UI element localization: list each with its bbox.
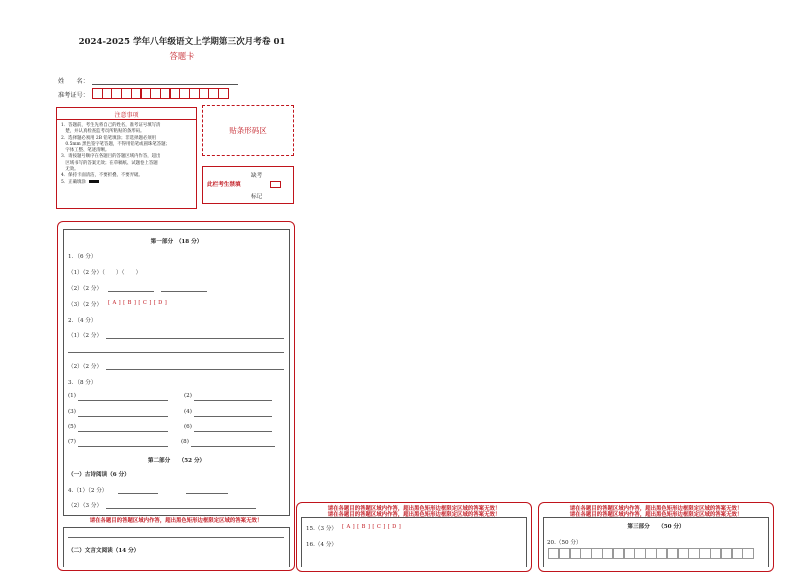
warning-banner: 请在各题目的答题区域内作答，超出黑色矩形边框限定区域的答案无效！ bbox=[89, 518, 263, 524]
q15-options[interactable]: [ A ] [ B ] [ C ] [ D ] bbox=[342, 524, 402, 530]
id-label: 准考证号： bbox=[58, 92, 89, 99]
answer-line[interactable] bbox=[191, 446, 275, 447]
essay-grid-cell[interactable] bbox=[678, 548, 689, 559]
q3-item: (5) bbox=[68, 424, 76, 430]
essay-grid[interactable] bbox=[548, 548, 753, 559]
essay-grid-cell[interactable] bbox=[634, 548, 645, 559]
q1-3-label: （3）（2 分） bbox=[68, 302, 103, 308]
q1-label: 1．（6 分） bbox=[68, 254, 97, 260]
absent-checkbox[interactable] bbox=[270, 181, 281, 188]
essay-grid-cell[interactable] bbox=[688, 548, 699, 559]
notes-item: 4．保持卡面清洁，不要折叠、不要弄破。 bbox=[61, 173, 143, 179]
answer-line[interactable] bbox=[78, 446, 168, 447]
answer-line[interactable] bbox=[186, 493, 228, 494]
q2-label: 2．（4 分） bbox=[68, 318, 97, 324]
essay-grid-cell[interactable] bbox=[602, 548, 613, 559]
section2-heading: 第二部分 （52 分） bbox=[147, 458, 206, 464]
section1-heading: 第一部分 （18 分） bbox=[150, 239, 203, 245]
notes-item bbox=[61, 180, 192, 186]
notes-item-text: 5．正确填涂 bbox=[61, 179, 86, 185]
id-boxes[interactable] bbox=[92, 88, 228, 99]
answer-line[interactable] bbox=[78, 400, 168, 401]
absent-note: 此栏考生禁填 bbox=[207, 182, 241, 188]
absent-label-top: 缺考 bbox=[251, 173, 263, 179]
essay-grid-cell[interactable] bbox=[656, 548, 667, 559]
q1-2-label: （2）（2 分） bbox=[68, 286, 103, 292]
section2-sub1: （一）古诗阅读（6 分） bbox=[68, 472, 130, 478]
barcode-area bbox=[202, 105, 294, 156]
essay-grid-cell[interactable] bbox=[548, 548, 559, 559]
warning-banner: 请在各题目的答题区域内作答，超出黑色矩形边框限定区域的答案无效！ bbox=[569, 506, 743, 512]
answer-line[interactable] bbox=[194, 431, 272, 432]
answer-line[interactable] bbox=[106, 508, 256, 509]
notes-heading: 注意事项 bbox=[57, 108, 196, 120]
essay-grid-cell[interactable] bbox=[721, 548, 732, 559]
notes-item: 楚，并认真检查监考员所粘贴的条形码。 bbox=[61, 129, 145, 135]
essay-grid-cell[interactable] bbox=[591, 548, 602, 559]
barcode-area-label: 贴条形码区 bbox=[229, 126, 267, 135]
notes-item: 字体工整、笔迹清晰。 bbox=[61, 148, 110, 154]
q2-1-label: （1）（2 分） bbox=[68, 333, 103, 339]
q4-2-label: （2）（3 分） bbox=[68, 503, 103, 509]
q3-item: (7) bbox=[68, 439, 76, 445]
essay-grid-cell[interactable] bbox=[570, 548, 581, 559]
page-title: 2024-2025 学年八年级语文上学期第三次月考卷 01 bbox=[78, 37, 286, 47]
fill-sample-mark bbox=[89, 180, 99, 184]
answer-line[interactable] bbox=[78, 416, 168, 417]
essay-grid-cell[interactable] bbox=[710, 548, 721, 559]
answer-line[interactable] bbox=[108, 291, 154, 292]
answer-line[interactable] bbox=[106, 338, 284, 339]
q4-1-label: 4.（1）（2 分） bbox=[68, 488, 108, 494]
q3-item: (1) bbox=[68, 393, 76, 399]
absent-label-bottom: 标记 bbox=[251, 194, 263, 200]
q1-3-options[interactable]: [ A ] [ B ] [ C ] [ D ] bbox=[108, 300, 168, 306]
essay-grid-cell[interactable] bbox=[667, 548, 678, 559]
notes-item: 2．选择题必须用 2B 铅笔填涂；非选择题必须用 bbox=[61, 135, 157, 141]
essay-grid-cell[interactable] bbox=[699, 548, 710, 559]
warning-banner: 请在各题目的答题区域内作答，超出黑色矩形边框限定区域的答案无效！ bbox=[327, 506, 501, 512]
q1-1-label: （1）（2 分）（ ）（ ） bbox=[68, 270, 142, 276]
essay-grid-cell[interactable] bbox=[645, 548, 656, 559]
name-field[interactable] bbox=[92, 84, 238, 85]
answer-line[interactable] bbox=[78, 431, 168, 432]
warning-banner: 请在各题目的答题区域内作答，超出黑色矩形边框限定区域的答案无效！ bbox=[327, 512, 501, 518]
answer-line[interactable] bbox=[194, 400, 272, 401]
answer-line[interactable] bbox=[161, 291, 207, 292]
page-subtitle: 答题卡 bbox=[169, 51, 195, 61]
notes-box bbox=[56, 107, 197, 209]
answer-line[interactable] bbox=[68, 352, 284, 353]
id-digit-box[interactable] bbox=[218, 88, 229, 99]
q3-item: (3) bbox=[68, 409, 76, 415]
warning-banner: 请在各题目的答题区域内作答，超出黑色矩形边框限定区域的答案无效！ bbox=[569, 512, 743, 518]
notes-item: 0.5mm 黑色签字笔答题，不得用铅笔或圆珠笔答题； bbox=[61, 141, 170, 147]
section2-sub2: （二）文言文阅读（14 分） bbox=[68, 548, 140, 554]
section3-heading: 第三部分 （50 分） bbox=[627, 524, 685, 530]
q3-item: (6) bbox=[184, 424, 192, 430]
answer-line[interactable] bbox=[106, 369, 284, 370]
notes-item: 1．答题前，考生先将自己的姓名，准考证号填写清 bbox=[61, 123, 161, 128]
essay-grid-cell[interactable] bbox=[559, 548, 570, 559]
q20-label: 20.（50 分） bbox=[547, 540, 582, 546]
essay-grid-cell[interactable] bbox=[624, 548, 635, 559]
essay-grid-cell[interactable] bbox=[732, 548, 743, 559]
notes-item: 3．请按题号顺序在各题目的答题区域内作答，超出 bbox=[61, 154, 161, 160]
answer-line[interactable] bbox=[68, 537, 284, 538]
essay-grid-cell[interactable] bbox=[580, 548, 591, 559]
essay-grid-cell[interactable] bbox=[742, 548, 753, 559]
q3-label: 3．（8 分） bbox=[68, 380, 97, 386]
q3-item: (2) bbox=[184, 393, 192, 399]
q3-item: (4) bbox=[184, 409, 192, 415]
notes-list bbox=[57, 123, 196, 186]
essay-grid-cell[interactable] bbox=[613, 548, 624, 559]
q16-label: 16.（4 分） bbox=[306, 542, 338, 548]
name-label: 姓 名： bbox=[58, 78, 89, 85]
notes-item: 无效。 bbox=[61, 167, 79, 173]
notes-item: 区域书写的答案无效；在草稿纸、试题卷上答题 bbox=[61, 160, 158, 166]
answer-line[interactable] bbox=[118, 493, 158, 494]
absent-box bbox=[202, 166, 294, 204]
q2-2-label: （2）（2 分） bbox=[68, 364, 103, 370]
answer-line[interactable] bbox=[194, 416, 272, 417]
q3-item: (8) bbox=[181, 439, 189, 445]
q15-label: 15.（3 分） bbox=[306, 526, 338, 532]
